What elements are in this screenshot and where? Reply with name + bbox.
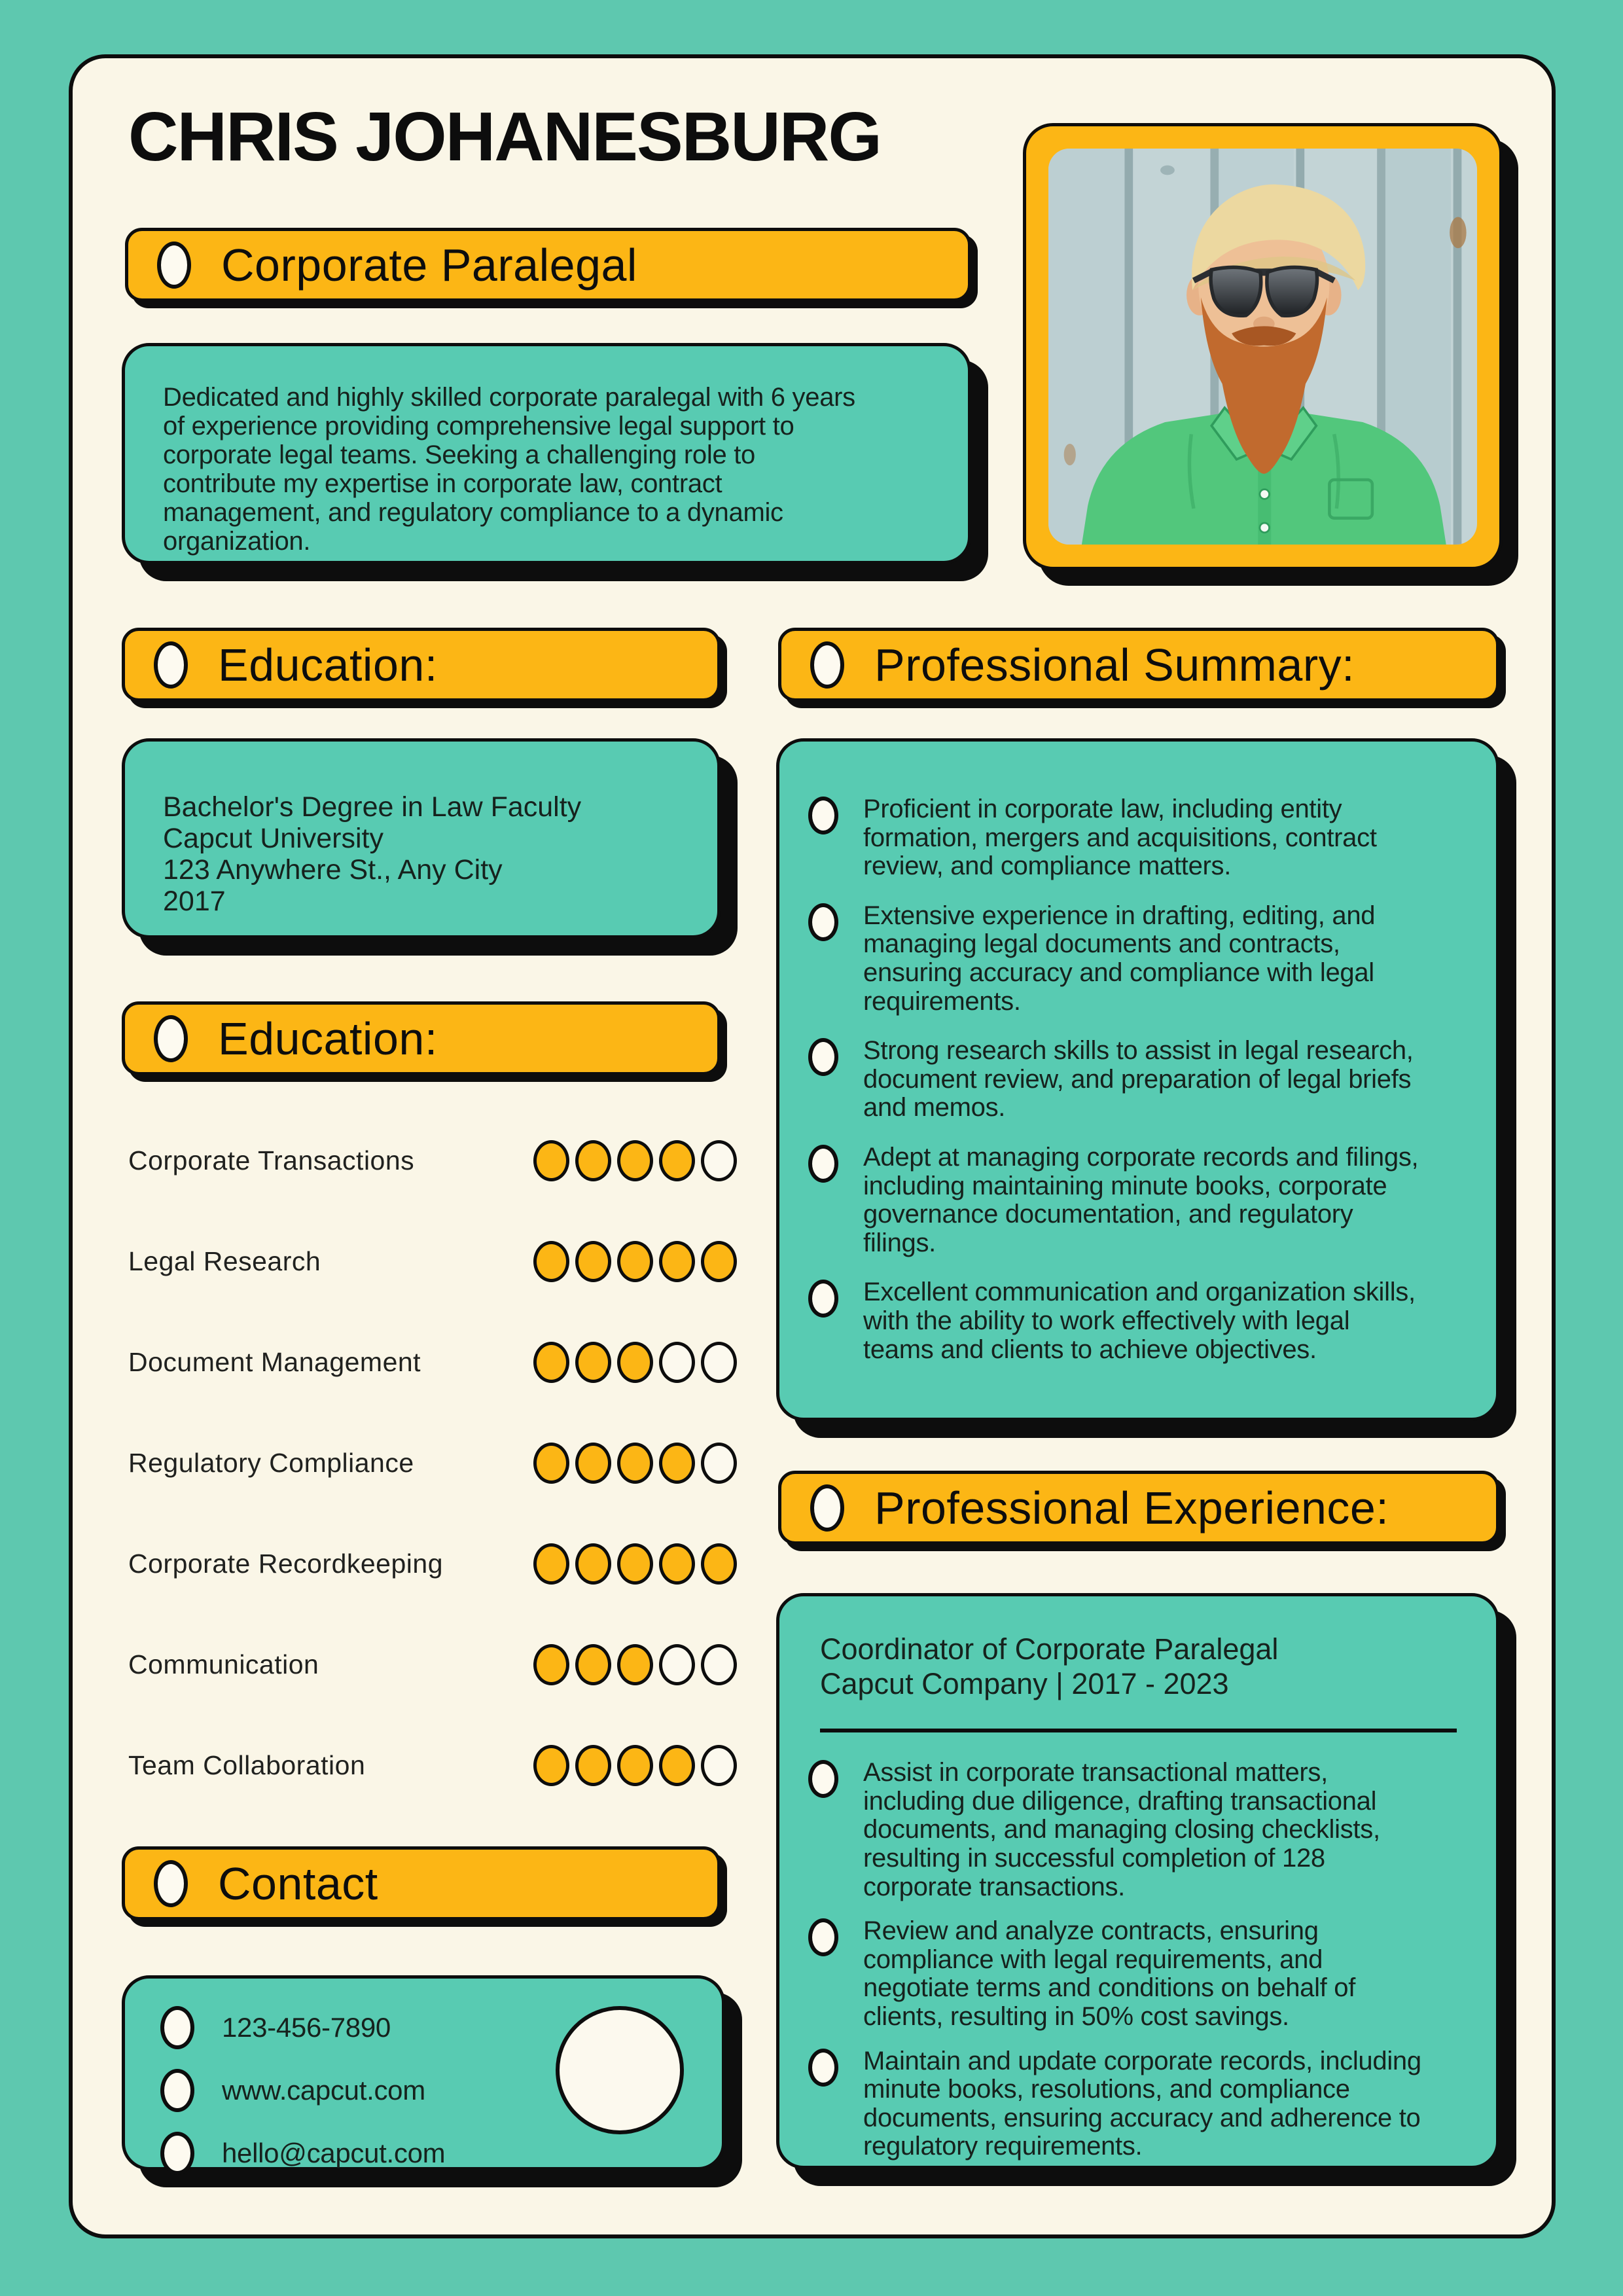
skill-row (128, 1614, 737, 1715)
skill-dot-filled-icon (617, 1644, 653, 1685)
skill-rating (533, 1543, 737, 1585)
skill-rating (533, 1745, 737, 1786)
summary-bullet (808, 795, 1421, 881)
professional-experience-box (776, 1593, 1499, 2169)
badge-oval-icon (154, 641, 188, 689)
skill-dot-filled-icon (533, 1443, 569, 1484)
professional-experience-heading-label: Professional Experience: (874, 1482, 1389, 1534)
skill-dot-filled-icon (617, 1140, 653, 1181)
resume-panel (69, 54, 1556, 2238)
skill-row (128, 1110, 737, 1211)
skill-dot-filled-icon (617, 1241, 653, 1282)
skill-row (128, 1412, 737, 1513)
skill-label: Document Management (128, 1346, 421, 1377)
skill-rating (533, 1342, 737, 1383)
skill-dot-filled-icon (575, 1140, 611, 1181)
skill-dot-filled-icon (617, 1342, 653, 1383)
contact-box (122, 1975, 725, 2170)
bullet-text: Strong research skills to assist in legal research, document review, and preparation of legal briefs and memos. (863, 1036, 1414, 1122)
contact-decorative-circle-icon (556, 2006, 684, 2134)
professional-summary-bullets (779, 742, 1496, 1364)
profile-photo-frame (1023, 123, 1503, 570)
skill-row (128, 1715, 737, 1816)
education-line: Capcut University (163, 823, 383, 855)
skill-rating (533, 1443, 737, 1484)
skill-dot-empty-icon (659, 1644, 695, 1685)
bullet-circle-icon (808, 1918, 838, 1956)
badge-oval-icon (157, 242, 191, 289)
skill-rating (533, 1140, 737, 1181)
education-line: Bachelor's Degree in Law Faculty (163, 791, 582, 823)
skill-row (128, 1211, 737, 1312)
bullet-text: Excellent communication and organization skills, with the ability to work effectively with legal teams and clients to achieve objectives. (863, 1278, 1416, 1364)
contact-heading-label: Contact (218, 1857, 378, 1909)
skill-dot-filled-icon (659, 1543, 695, 1585)
bullet-circle-icon (808, 797, 838, 834)
skill-dot-filled-icon (533, 1644, 569, 1685)
skill-dot-filled-icon (575, 1443, 611, 1484)
skill-dot-empty-icon (701, 1644, 737, 1685)
skill-label: Legal Research (128, 1246, 321, 1276)
skill-dot-empty-icon (701, 1342, 737, 1383)
experience-company-period: Capcut Company | 2017 - 2023 (820, 1667, 1229, 1701)
skill-dot-filled-icon (617, 1443, 653, 1484)
skill-dot-filled-icon (533, 1342, 569, 1383)
bullet-text: Assist in corporate transactional matters, including due diligence, drafting transactional documents, and managing closing checklists, resulting in successful completion of 128 corporate transactions. (863, 1758, 1380, 1901)
summary-bullet (808, 1143, 1421, 1257)
skill-dot-filled-icon (533, 1140, 569, 1181)
badge-oval-icon (810, 641, 844, 689)
bullet-text: Proficient in corporate law, including entity formation, mergers and acquisitions, contract review, and compliance matters. (863, 795, 1377, 881)
experience-role: Coordinator of Corporate Paralegal (820, 1632, 1279, 1666)
bullet-circle-icon (808, 1760, 838, 1798)
skill-row (128, 1513, 737, 1614)
skill-dot-empty-icon (659, 1342, 695, 1383)
bullet-text: Extensive experience in drafting, editing, and managing legal documents and contracts, ensuring accuracy and compliance with legal requirements. (863, 901, 1376, 1016)
badge-oval-icon (810, 1484, 844, 1532)
professional-summary-heading-label: Professional Summary: (874, 639, 1355, 691)
education-heading-label: Education: (218, 639, 438, 691)
skill-dot-filled-icon (575, 1543, 611, 1585)
badge-oval-icon (154, 1860, 188, 1907)
contact-text: www.capcut.com (222, 2075, 425, 2106)
skill-rating (533, 1644, 737, 1685)
skill-dot-filled-icon (533, 1241, 569, 1282)
education-box (122, 738, 721, 939)
skill-dot-filled-icon (533, 1745, 569, 1786)
skills-heading-label: Education: (218, 1013, 438, 1064)
skills-heading-badge (122, 1001, 721, 1075)
skill-dot-empty-icon (701, 1140, 737, 1181)
skill-label: Team Collaboration (128, 1749, 366, 1780)
skill-dot-filled-icon (575, 1342, 611, 1383)
skill-label: Corporate Transactions (128, 1145, 415, 1175)
job-title-badge (125, 228, 971, 302)
contact-row (160, 2132, 722, 2175)
contact-bullet-icon (160, 2006, 194, 2049)
experience-bullet (808, 1917, 1431, 2031)
experience-role-title (779, 1596, 1496, 1701)
bullet-text: Maintain and update corporate records, including minute books, resolutions, and compliance documents, ensuring accuracy and adherence to regulatory requirements. (863, 2046, 1421, 2161)
contact-text: 123-456-7890 (222, 2012, 391, 2043)
skill-dot-filled-icon (575, 1644, 611, 1685)
skill-dot-filled-icon (659, 1140, 695, 1181)
bullet-circle-icon (808, 1038, 838, 1076)
skill-dot-filled-icon (659, 1443, 695, 1484)
bullet-text: Adept at managing corporate records and filings, including maintaining minute books, corporate governance documentation, and regulatory filings. (863, 1142, 1419, 1257)
education-line: 123 Anywhere St., Any City (163, 854, 503, 886)
summary-bullet (808, 1037, 1421, 1122)
badge-oval-icon (154, 1015, 188, 1062)
professional-experience-heading-badge (778, 1471, 1499, 1545)
skill-row (128, 1312, 737, 1412)
profile-summary-text: Dedicated and highly skilled corporate paralegal with 6 years of experience providing comprehensive legal support to corporate legal teams. Seeking a challenging role to contribute my expertise in corporate law, contract management, and regulatory compliance to a dynamic organization. (163, 383, 855, 556)
summary-bullet (808, 1278, 1421, 1364)
skill-rating (533, 1241, 737, 1282)
skill-dot-filled-icon (659, 1241, 695, 1282)
contact-heading-badge (122, 1846, 721, 1920)
contact-text: hello@capcut.com (222, 2138, 446, 2168)
professional-summary-heading-badge (778, 628, 1499, 702)
profile-summary-box (122, 343, 971, 564)
skill-dot-empty-icon (701, 1745, 737, 1786)
skill-dot-filled-icon (701, 1543, 737, 1585)
skill-dot-filled-icon (533, 1543, 569, 1585)
summary-bullet (808, 902, 1421, 1016)
experience-bullets (779, 1732, 1496, 2161)
bullet-circle-icon (808, 903, 838, 941)
skill-label: Corporate Recordkeeping (128, 1548, 443, 1579)
profile-photo (1048, 149, 1477, 545)
skill-label: Regulatory Compliance (128, 1447, 414, 1478)
bullet-circle-icon (808, 2049, 838, 2087)
education-heading-badge (122, 628, 721, 702)
education-details (125, 742, 717, 918)
bullet-circle-icon (808, 1145, 838, 1183)
skill-dot-filled-icon (575, 1241, 611, 1282)
skill-dot-empty-icon (701, 1443, 737, 1484)
experience-bullet (808, 2047, 1431, 2161)
skill-dot-filled-icon (659, 1745, 695, 1786)
professional-summary-box (776, 738, 1499, 1421)
skill-dot-filled-icon (617, 1543, 653, 1585)
skill-dot-filled-icon (701, 1241, 737, 1282)
person-name: CHRIS JOHANESBURG (128, 98, 881, 175)
contact-bullet-icon (160, 2069, 194, 2112)
skill-label: Communication (128, 1649, 319, 1679)
experience-bullet (808, 1759, 1431, 1901)
job-title-label: Corporate Paralegal (221, 239, 637, 291)
skills-list (128, 1110, 737, 1816)
contact-bullet-icon (160, 2132, 194, 2175)
bullet-circle-icon (808, 1280, 838, 1318)
bullet-text: Review and analyze contracts, ensuring compliance with legal requirements, and negotiate terms and conditions on behalf of clients, resulting in 50% cost savings. (863, 1916, 1356, 2031)
education-line: 2017 (163, 886, 226, 918)
skill-dot-filled-icon (617, 1745, 653, 1786)
skill-dot-filled-icon (575, 1745, 611, 1786)
